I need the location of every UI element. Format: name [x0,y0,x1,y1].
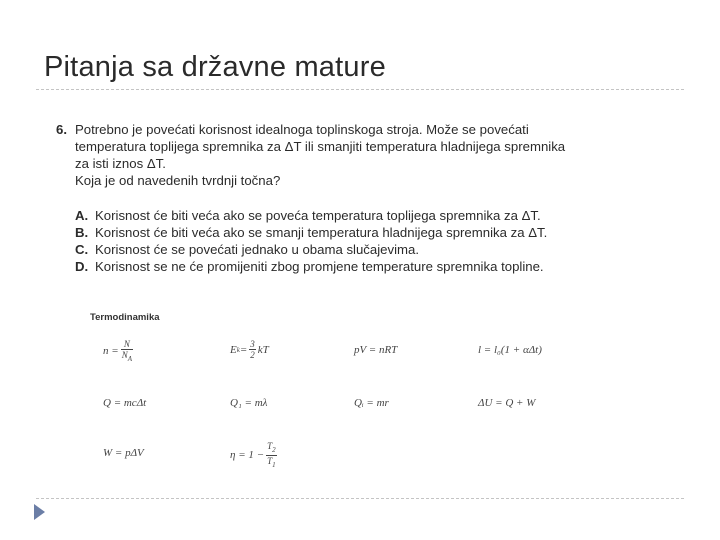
option-a [75,207,615,224]
subscript: 2 [272,445,276,454]
denominator-symbol: N [121,350,128,360]
option-text: Korisnost će se povećati jednako u obama slučajevima. [95,242,420,257]
question-line: temperatura toplijega spremnika za ΔT ili smanjiti temperatura hladnijega spremnika [75,139,566,154]
formula-amount-of-substance [103,339,135,364]
option-letter: A. [75,208,89,223]
bottom-divider [36,498,684,499]
fraction-numerator: N [123,339,130,349]
option-letter: B. [75,225,89,240]
subscript: A [127,354,132,363]
denominator-symbol: T [267,455,273,466]
numerator-symbol: T [267,441,273,451]
option-c [75,241,615,258]
fraction [249,339,256,360]
formula-part: = [239,343,248,356]
formula-work: W = pΔV [103,447,144,459]
fraction-denominator: 2 [250,350,255,360]
subscript: k [236,345,240,354]
option-text: Korisnost će biti veća ako se smanji temperatura hladnijega spremnika za ΔT. [95,225,548,240]
option-text: Korisnost će biti veća ako se poveća temperatura toplijega spremnika za ΔT. [95,208,541,223]
formula-ideal-gas: pV = nRT [354,344,398,356]
top-divider [36,89,684,90]
fraction-numerator: 3 [250,339,255,349]
formula-thermal-expansion: l = l₀(1 + αΔt) [478,344,542,356]
question-number: 6. [56,122,67,137]
answer-options [75,207,615,275]
option-b [75,224,615,241]
fraction [266,441,277,470]
formula-latent-heat-fusion: Q₁ = mλ [230,397,268,409]
question-line: Koja je od navedenih tvrdnji točna? [75,173,281,188]
formula-part: kT [257,343,269,356]
option-letter: C. [75,242,89,257]
slide-bullet-arrow-icon [34,504,45,520]
formula-heat: Q = mcΔt [103,397,147,409]
formula-kinetic-energy [230,339,269,360]
formula-efficiency [230,441,279,470]
option-letter: D. [75,259,89,274]
fraction-numerator [266,441,277,455]
formula-part: η = 1 − [230,449,265,462]
fraction-denominator [266,455,277,470]
question-line: Potrebno je povećati korisnost idealnoga toplinskoga stroja. Može se povećati [75,122,529,137]
formula-part: n = [103,345,119,358]
question-line: za isti iznos ΔT. [75,156,166,171]
question-text [75,121,610,189]
fraction-denominator [121,349,133,364]
subscript: 1 [272,460,276,469]
option-text: Korisnost se ne će promijeniti zbog promjene temperature spremnika topline. [95,259,544,274]
formula-part: E [230,343,237,356]
formula-first-law: ΔU = Q + W [478,397,536,409]
fraction [121,339,133,364]
option-d [75,258,615,275]
slide-title: Pitanja sa državne mature [44,51,386,83]
formula-section-title: Termodinamika [90,312,160,323]
formula-latent-heat-vaporization: Qᵢ = mr [354,397,389,409]
